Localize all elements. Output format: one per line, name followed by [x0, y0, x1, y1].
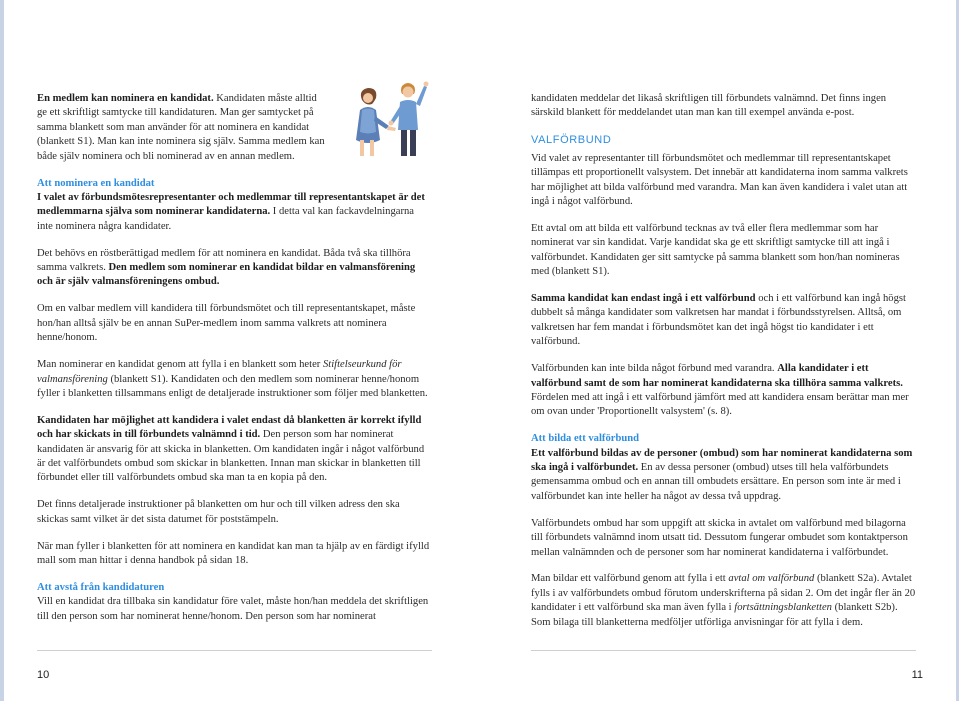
intro-text: Kandidaten måste alltid ge ett skriftligt samtycke till kandidaturen. Man ger samtycket på samma blankett som man använder för att nominera en kandidat (blankett S1). Man kan inte nominera sig själv. Samma medlem kan både själv nominera och bli nominerad av en annan medlem.: [37, 93, 325, 162]
p5-bold: Kandidaten har möjlighet att kandidera i valet endast då blanketten är korrekt ifylld och har skickats in till förbundets valnämnd i tid.: [37, 414, 422, 441]
section-bilda-text: En av dessa personer (ombud) utses till hela valförbundets gemensamma ombud och en annan till ombudets ersättare. En person som inte är med i valförbundet kan inte heller ha något av dessa två uppdrag.: [531, 462, 901, 502]
intro-bold: En medlem kan nominera en kandidat.: [37, 93, 214, 104]
p4-bold-right: Alla kandidater i ett valförbund samt de som har nominerat kandidaterna ska tillhöra samma valkrets.: [531, 363, 903, 389]
paragraph-instruktioner: Det finns detaljerade instruktioner på blanketten om hur och till vilken adress den ska skickas samt vilket är det sista datumet för poststämpeln.: [37, 499, 400, 525]
paragraph-meddelar: kandidaten meddelar det likaså skriftligen till förbundets valnämnd. Det finns ingen särskild blankett för meddelandet utan man kan till exempel använda e-post.: [531, 93, 887, 119]
intro-paragraph: [37, 92, 329, 164]
heading-valforbund: VALFÖRBUND: [531, 134, 612, 147]
section-avsta: [37, 581, 432, 624]
p6-c: (blankett S2b). Som bilaga till blanketterna medföljer utförliga anvisningar för att fylla i dem.: [531, 602, 898, 628]
paragraph-rostberattigad: [37, 247, 432, 290]
p6-a: Man bildar ett valförbund genom att fylla i ett: [531, 573, 729, 585]
section-nominera-text: I detta val kan fackavdelningarna inte nominera några kandidater.: [37, 206, 414, 232]
paragraph-avtal: Ett avtal om att bilda ett valförbund tecknas av två eller flera medlemmar som har nominerat var sin kandidat. Varje kandidat ska ge ett skriftligt samtycke till att ingå i valförbundet. Kandidaten ger sitt samtycke på samma blankett som hon/han nomineras med (blankett S1).: [531, 222, 900, 278]
footer-rule-right: [531, 650, 916, 651]
paragraph-valbar-medlem: Om en valbar medlem vill kandidera till förbundsmötet och till representantskapet, måste hon/han alltså själv be en annan SuPer-medlem inom samma valkrets att nominera henne/honom.: [37, 303, 416, 344]
paragraph-mall: När man fyller i blanketten för att nominera en kandidat kan man ta hjälp av en färdigt ifylld mall som man hittar i denna handbok på sidan 18.: [37, 540, 430, 567]
section-bilda: [531, 432, 916, 504]
p2-bold: Den medlem som nominerar en kandidat bildar en valmansförening och är själv valmansföreningens ombud.: [37, 262, 416, 288]
p4-italic: Stiftelseurkund för valmansförening: [37, 359, 402, 385]
p5-text: Den person som har nominerat kandidaten är ansvarig för att skicka in blanketten. Om kandidaten ingår i något valförbund är det valförbundets ombud som skickar in blanketten. Innan man skickar in blanketten till förbundet eller till valförbundets ombud ska man ta en kopia på den.: [37, 429, 425, 484]
page-edge-left: [0, 0, 4, 701]
section-nominera: [37, 177, 432, 235]
page-number-right: 11: [911, 669, 923, 681]
footer-rule-left: [37, 650, 432, 651]
section-avsta-text: Vill en kandidat dra tillbaka sin kandidatur före valet, måste hon/han meddela det skriftligen till den person som har nominerat henne/honom. Den person som har nominerat: [37, 596, 429, 622]
p4-a-right: Valförbunden kan inte bilda något förbund med varandra.: [531, 363, 778, 375]
section-bilda-bold: Ett valförbund bildas av de personer (ombud) som har nominerat kandidaterna som ska ingå i valförbundet.: [531, 447, 913, 474]
p2-text: Det behövs en röstberättigad medlem för att nominera en kandidat. Båda två ska tillhöra samma valkrets.: [37, 247, 411, 274]
paragraph-korrekt-ifylld: [37, 414, 432, 486]
heading-att-bilda: Att bilda ett valförbund: [531, 433, 640, 445]
p6-italic2: fortsättningsblanketten: [734, 602, 832, 614]
paragraph-samma-kandidat: [531, 292, 916, 350]
paragraph-forbund-varandra: [531, 362, 916, 420]
page-number-left: 10: [37, 669, 50, 681]
p4-b: (blankett S1). Kandidaten och den medlem som nominerar henne/honom fyller i blanketten tillsammans enligt de detaljerade instruktioner som följer med blanketten.: [37, 373, 428, 399]
section-valforbund: [531, 133, 916, 209]
left-page-column: [37, 92, 432, 637]
paragraph-bildar: [531, 572, 916, 630]
section-valforbund-text: Vid valet av representanter till förbundsmötet och medlemmar till representantskapet tillämpas ett proportionellt valsystem. Det innebär att kandidaterna inom samma valkrets har möjlighet att bilda valförbund med varandra. Man kan även kandidera i valet utan att ingå i något valförbund.: [531, 152, 908, 207]
heading-att-nominera: Att nominera en kandidat: [37, 177, 155, 189]
p6-italic1: avtal om valförbund: [728, 573, 815, 585]
p6-b: (blankett S2a). Avtalet fylls i av valförbundets ombud förutom underskrifterna på sidan 2. Om det ingår fler än 20 kandidater i ett valförbund ska man även fylla i: [531, 573, 916, 614]
p4-a: Man nominerar en kandidat genom att fylla i en blankett som heter: [37, 359, 323, 371]
p3-text: och i ett valförbund kan ingå högst dubbelt så många kandidater som valkretsen har mandat i förbundsstyrelsen. Alltså, om valkretsen har fem mandat i förbundsmötet kan det ingå högst tio kandidater i ett valförbund.: [531, 292, 906, 348]
right-page-column: [531, 92, 916, 643]
section-nominera-bold: I valet av förbundsmötesrepresentanter och medlemmar till representantskapet är det medlemmarna själva som nominerar kandidaterna.: [37, 191, 425, 218]
paragraph-blankett: [37, 358, 432, 401]
p3-bold: Samma kandidat kan endast ingå i ett valförbund: [531, 292, 756, 304]
paragraph-ombud-uppgift: Valförbundets ombud har som uppgift att skicka in avtalet om valförbund med bilagorna till förbundets valnämnd inom utsatt tid. Dessutom fungerar ombudet som kontaktperson mellan valnämnden och de personer som har nominerat kandidaterna i valförbundet.: [531, 517, 908, 558]
p4-b-right: Fördelen med att ingå i ett valförbund jämfört med att kandidera ensam berättar man mer om ovan under 'Proportionellt valsystem' (s. 8).: [531, 391, 909, 418]
heading-att-avsta: Att avstå från kandidaturen: [37, 581, 165, 593]
